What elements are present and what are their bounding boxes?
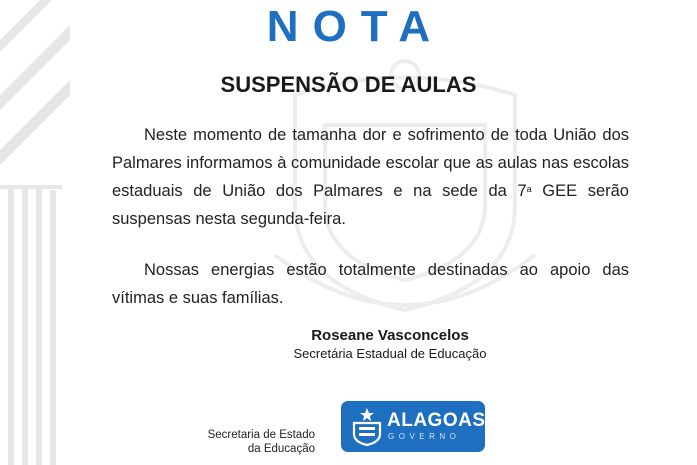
seal-icon [349, 407, 385, 447]
alagoas-government-logo [341, 401, 485, 452]
paragraph-1-main: Neste momento de tamanha dor e sofrimento de toda União dos Palmares informamos à comunidade escolar que as aulas nas escolas estaduais de União dos Palmares e na sede da 7 [112, 126, 629, 200]
paragraph-1 [112, 121, 629, 233]
brand-subtitle: GOVERNO [388, 432, 461, 441]
department-line-2: da Educação [247, 443, 315, 455]
ordinal-superscript: a [526, 184, 532, 194]
paragraph-1-end: GEE serão suspensas nesta segunda-feira. [112, 182, 629, 228]
department-label [180, 428, 315, 456]
brand-name: ALAGOAS [387, 410, 486, 431]
page-subtitle: SUSPENSÃO DE AULAS [220, 72, 477, 97]
signature-name: Roseane Vasconcelos [311, 327, 469, 344]
page-title: NOTA [266, 2, 445, 51]
paragraph-2: Nossas energias estão totalmente destinadas ao apoio das vítimas e suas famílias. [112, 261, 629, 307]
signature-role: Secretária Estadual de Educação [293, 346, 487, 361]
decorative-stripes [0, 0, 70, 465]
department-line-1: Secretaria de Estado [207, 429, 315, 441]
